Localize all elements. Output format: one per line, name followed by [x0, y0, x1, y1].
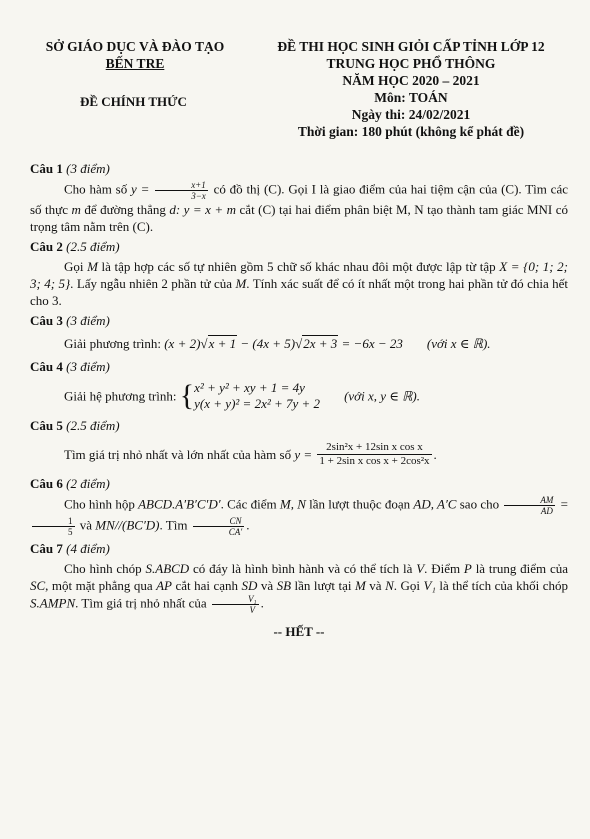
question-body: Giải hệ phương trình: { x² + y² + xy + 1 = 4y y(x + y)² = 2x² + 7y + 2 (với x, y ∈ ℝ). [64, 379, 420, 412]
question-body: Tìm giá trị nhỏ nhất và lớn nhất của hàm số y = $\frac{\text{2sin²x + 12sin x cos x}}{\text{1 + 2sin x cos x + 2cos²x}}$ . [64, 441, 437, 467]
question-4 [30, 358, 568, 414]
fraction: $\frac{1}{5}$ [32, 516, 75, 537]
exam-title: ĐỀ THI HỌC SINH GIỎI CẤP TỈNH LỚP 12 [277, 39, 545, 54]
question-body: Cho hình chóp S.ABCD có đáy là hình bình hành và có thể tích là V. Điểm P là trung điểm của SC, một mặt phẳng qua AP cắt hai cạnh SD và SB lần lượt tại M và N. Gọi V₁ là thể tích của khối chóp S.AMPN. Tìm giá trị nhỏ nhất của $\frac{\text{V₁}}{V}$ . [30, 561, 568, 615]
province: BẾN TRE [105, 56, 165, 71]
fraction: $\frac{\text{2sin²x + 12sin x cos x}}{\text{1 + 2sin x cos x + 2cos²x}}$ [319, 441, 430, 467]
exam-date: Ngày thi: 24/02/2021 [351, 107, 471, 122]
end-marker: -- HẾT -- [273, 624, 325, 639]
question-2 [30, 238, 568, 309]
question-body: Gọi M là tập hợp các số tự nhiên gồm 5 chữ số khác nhau đôi một được lập từ tập X = {0; 1; 2; 3; 4; 5}. Lấy ngẫu nhiên 2 phần tử của M. Tính xác suất để có ít nhất một trong hai phần tử đó chia hết cho 3. [30, 259, 569, 308]
question-body: Cho hình hộp ABCD.A′B′C′D′. Các điểm M, N lần lượt thuộc đoạn AD, A′C sao cho $\frac{AM}{AD}$ = $\frac{1}{5}$ và MN//(BC′D). Tìm $\frac{CN}{CA'}$ . [30, 495, 568, 537]
question-heading: Câu 7 (4 điểm) [30, 541, 110, 556]
equation-system: { x² + y² + xy + 1 = 4y y(x + y)² = 2x² + 7y + 2 [179, 379, 321, 412]
question-1 [30, 160, 568, 235]
question-body: Cho hàm số y = $\frac{x+1}{3-x}$ có đồ thị (C). Gọi I là giao điểm của hai tiệm cận của (C). Tìm các số thực m để đường thẳng d: y = x + m cắt (C) tại hai điểm phân biệt M, N tạo thành tam giác MNI có trọng tâm nằm trên (C). [30, 180, 568, 234]
question-heading: Câu 2 (2.5 điểm) [30, 239, 120, 254]
fraction: $\frac{\text{V₁}}{V}$ [212, 594, 259, 615]
question-heading: Câu 6 (2 điểm) [30, 476, 110, 491]
question-heading: Câu 1 (3 điểm) [30, 161, 110, 176]
official-label: ĐỀ CHÍNH THỨC [80, 94, 187, 109]
exam-duration: Thời gian: 180 phút (không kể phát đề) [297, 124, 525, 139]
question-6 [30, 475, 568, 537]
question-body: Giải phương trình: (x + 2)√x + 1 − (4x + 5)√2x + 3 = −6x − 23 (với x ∈ ℝ). [64, 336, 491, 351]
question-heading: Câu 4 (3 điểm) [30, 359, 110, 374]
department: SỞ GIÁO DỤC VÀ ĐÀO TẠO [45, 39, 225, 54]
exam-level: TRUNG HỌC PHỔ THÔNG [326, 56, 496, 71]
subject: Môn: TOÁN [374, 90, 448, 105]
fraction: $\frac{CN}{CA'}$ [193, 516, 244, 537]
school-year: NĂM HỌC 2020 – 2021 [342, 73, 480, 88]
question-heading: Câu 3 (3 điểm) [30, 313, 110, 328]
fraction: $\frac{AM}{AD}$ [504, 495, 555, 516]
header-right [246, 38, 576, 140]
header-left [30, 38, 240, 72]
questions [30, 160, 568, 640]
question-7 [30, 540, 568, 615]
question-5 [30, 417, 568, 472]
question-heading: Câu 5 (2.5 điểm) [30, 418, 120, 433]
fraction: $\frac{x+1}{3-x}$ [155, 180, 208, 201]
question-3 [30, 312, 568, 355]
